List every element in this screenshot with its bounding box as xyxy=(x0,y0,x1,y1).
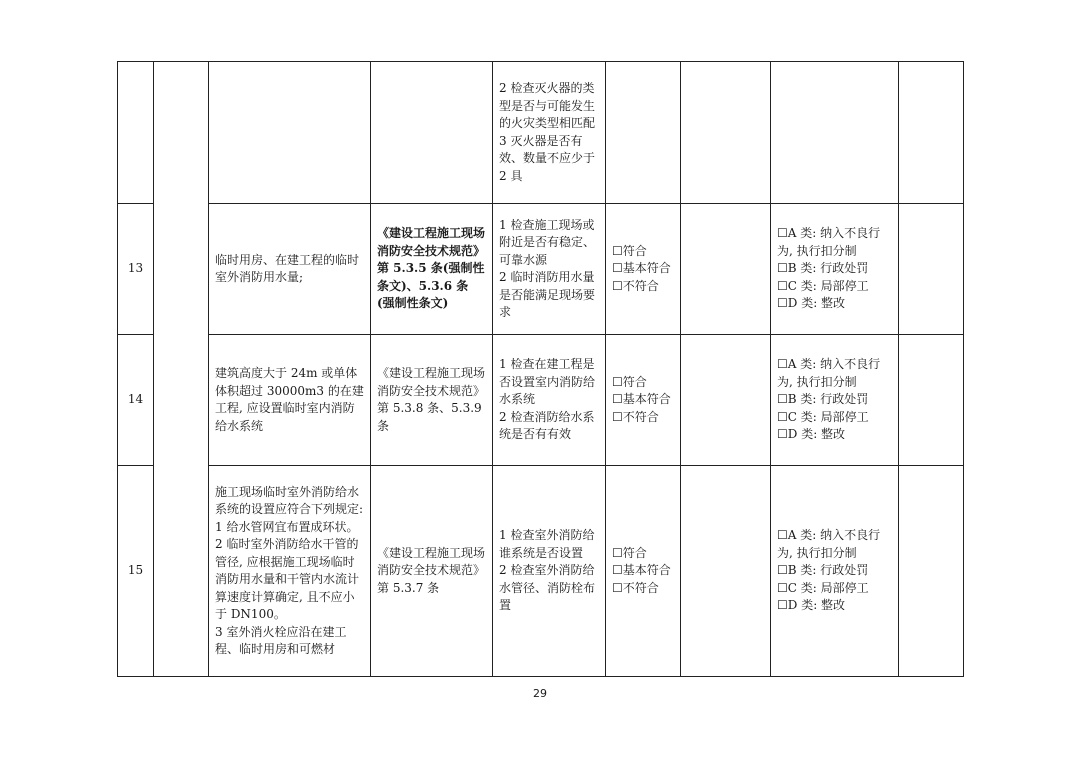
penalty-cell: ☐A 类: 纳入不良行为, 执行扣分制 ☐B 类: 行政处罚 ☐C 类: 局部停工 ☐D 类: 整改 xyxy=(771,335,899,466)
penalty-cell xyxy=(771,62,899,204)
extra-cell xyxy=(899,204,964,335)
note-cell xyxy=(681,204,771,335)
result-cell xyxy=(606,62,681,204)
item-cell xyxy=(209,62,371,204)
table-row xyxy=(118,466,964,677)
result-cell: ☐符合 ☐基本符合 ☐不符合 xyxy=(606,204,681,335)
note-cell xyxy=(681,62,771,204)
penalty-cell: ☐A 类: 纳入不良行为, 执行扣分制 ☐B 类: 行政处罚 ☐C 类: 局部停工 ☐D 类: 整改 xyxy=(771,204,899,335)
basis-cell xyxy=(371,62,493,204)
table-row xyxy=(118,204,964,335)
row-number-cell: 15 xyxy=(118,466,154,677)
extra-cell xyxy=(899,466,964,677)
basis-cell: 《建设工程施工现场消防安全技术规范》第 5.3.5 条(强制性条文)、5.3.6 条 (强制性条文) xyxy=(371,204,493,335)
table-row xyxy=(118,62,964,204)
method-cell: 1 检查施工现场或附近是否有稳定、可靠水源 2 临时消防用水量是否能满足现场要求 xyxy=(493,204,606,335)
basis-cell: 《建设工程施工现场消防安全技术规范》第 5.3.8 条、5.3.9 条 xyxy=(371,335,493,466)
extra-cell xyxy=(899,335,964,466)
note-cell xyxy=(681,466,771,677)
item-cell: 临时用房、在建工程的临时室外消防用水量; xyxy=(209,204,371,335)
result-cell: ☐符合 ☐基本符合 ☐不符合 xyxy=(606,466,681,677)
merged-category-cell xyxy=(154,62,209,677)
note-cell xyxy=(681,335,771,466)
table-row xyxy=(118,335,964,466)
inspection-table xyxy=(117,61,964,677)
result-cell: ☐符合 ☐基本符合 ☐不符合 xyxy=(606,335,681,466)
method-cell: 2 检查灭火器的类型是否与可能发生的火灾类型相匹配 3 灭火器是否有效、数量不应少于 2 具 xyxy=(493,62,606,204)
item-cell: 建筑高度大于 24m 或单体体积超过 30000m3 的在建工程, 应设置临时室内消防给水系统 xyxy=(209,335,371,466)
method-cell: 1 检查室外消防给谁系统是否设置 2 检查室外消防给水管径、消防栓布置 xyxy=(493,466,606,677)
item-cell: 施工现场临时室外消防给水系统的设置应符合下列规定: 1 给水管网宜布置成环状。 2 临时室外消防给水干管的管径, 应根据施工现场临时消防用水量和干管内水流计算速度计算确定, 且不应小于 DN100。 3 室外消火栓应沿在建工程、临时用房和可燃材 xyxy=(209,466,371,677)
extra-cell xyxy=(899,62,964,204)
row-number-cell xyxy=(118,62,154,204)
method-cell: 1 检查在建工程是否设置室内消防给水系统 2 检查消防给水系统是否有有效 xyxy=(493,335,606,466)
penalty-cell: ☐A 类: 纳入不良行为, 执行扣分制 ☐B 类: 行政处罚 ☐C 类: 局部停工 ☐D 类: 整改 xyxy=(771,466,899,677)
page-number: 29 xyxy=(533,687,547,700)
row-number-cell: 13 xyxy=(118,204,154,335)
row-number-cell: 14 xyxy=(118,335,154,466)
basis-cell: 《建设工程施工现场消防安全技术规范》第 5.3.7 条 xyxy=(371,466,493,677)
